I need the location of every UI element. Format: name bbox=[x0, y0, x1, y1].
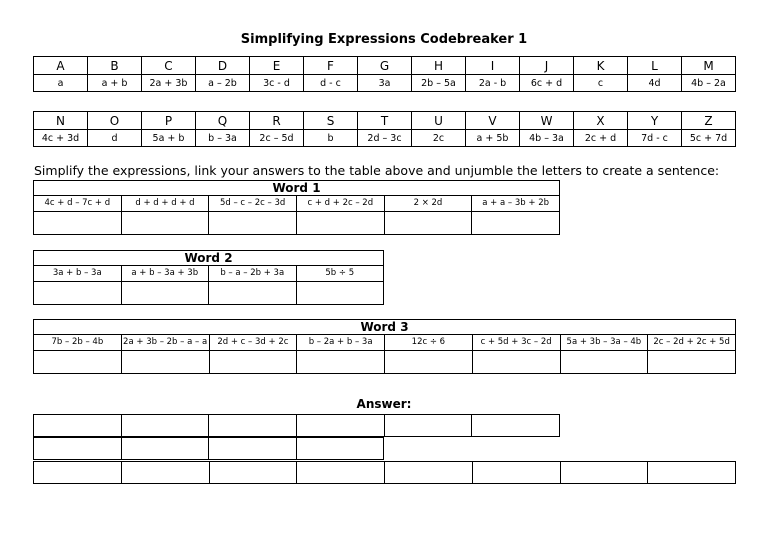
word3-answer-cell[interactable] bbox=[472, 351, 560, 374]
code-value: a + 5b bbox=[466, 130, 520, 147]
code-value: b bbox=[304, 130, 358, 147]
answer-cell[interactable] bbox=[472, 415, 560, 437]
code-value: 4d bbox=[628, 75, 682, 92]
code-letter: K bbox=[574, 57, 628, 75]
answer-cell[interactable] bbox=[121, 462, 209, 484]
answer-cell[interactable] bbox=[34, 415, 122, 437]
word2-expression: b – a – 2b + 3a bbox=[209, 266, 297, 282]
word3-answer-cell[interactable] bbox=[560, 351, 648, 374]
word1-heading: Word 1 bbox=[34, 181, 560, 196]
instruction-text: Simplify the expressions, link your answers to the table above and unjumble the letters to create a sentence: bbox=[34, 163, 720, 178]
word1-answer-cell[interactable] bbox=[121, 212, 209, 235]
code-value: a bbox=[34, 75, 88, 92]
code-value: 2c + d bbox=[574, 130, 628, 147]
code-letter: B bbox=[88, 57, 142, 75]
word1-answer-cell[interactable] bbox=[34, 212, 122, 235]
code-letter: Q bbox=[196, 112, 250, 130]
code-value: a – 2b bbox=[196, 75, 250, 92]
code-table-n-to-z bbox=[33, 111, 736, 147]
code-letter: P bbox=[142, 112, 196, 130]
code-letter: Z bbox=[682, 112, 736, 130]
code-letter: N bbox=[34, 112, 88, 130]
word3-answer-cell[interactable] bbox=[385, 351, 473, 374]
page-title: Simplifying Expressions Codebreaker 1 bbox=[240, 32, 528, 47]
code-letter: S bbox=[304, 112, 358, 130]
answer-cell[interactable] bbox=[560, 462, 648, 484]
word3-answer-cell[interactable] bbox=[121, 351, 209, 374]
word2-answer-cell[interactable] bbox=[121, 282, 209, 305]
code-value: 4b – 2a bbox=[682, 75, 736, 92]
code-value: a + b bbox=[88, 75, 142, 92]
answer-cell[interactable] bbox=[296, 438, 384, 460]
word3-answer-cell[interactable] bbox=[648, 351, 736, 374]
word2-table bbox=[33, 250, 384, 305]
answer-cell[interactable] bbox=[209, 438, 297, 460]
code-letter: D bbox=[196, 57, 250, 75]
word1-expression: 4c + d – 7c + d bbox=[34, 196, 122, 212]
code-value: 7d - c bbox=[628, 130, 682, 147]
word3-answer-cell[interactable] bbox=[209, 351, 297, 374]
code-value: 3a bbox=[358, 75, 412, 92]
code-letter: R bbox=[250, 112, 304, 130]
code-letter: U bbox=[412, 112, 466, 130]
code-letter: I bbox=[466, 57, 520, 75]
code-value: 2c bbox=[412, 130, 466, 147]
word2-expression: 3a + b – 3a bbox=[34, 266, 122, 282]
answer-cell[interactable] bbox=[648, 462, 736, 484]
answer-row-2 bbox=[33, 437, 384, 460]
word2-expression: a + b – 3a + 3b bbox=[121, 266, 209, 282]
code-value: 6c + d bbox=[520, 75, 574, 92]
word3-expression: 2d + c – 3d + 2c bbox=[209, 335, 297, 351]
word1-answer-cell[interactable] bbox=[384, 212, 472, 235]
answer-cell[interactable] bbox=[297, 462, 385, 484]
code-value: 3c - d bbox=[250, 75, 304, 92]
word1-expression: a + a – 3b + 2b bbox=[472, 196, 560, 212]
code-letter: T bbox=[358, 112, 412, 130]
word1-expression: 2 × 2d bbox=[384, 196, 472, 212]
word1-answer-cell[interactable] bbox=[209, 212, 297, 235]
code-letter: A bbox=[34, 57, 88, 75]
word3-expression: 7b – 2b – 4b bbox=[34, 335, 122, 351]
word1-answer-cell[interactable] bbox=[472, 212, 560, 235]
word1-table bbox=[33, 180, 560, 235]
code-letter: E bbox=[250, 57, 304, 75]
code-value: 2c – 5d bbox=[250, 130, 304, 147]
code-value: d - c bbox=[304, 75, 358, 92]
code-value: d bbox=[88, 130, 142, 147]
answer-cell[interactable] bbox=[34, 438, 122, 460]
answer-cell[interactable] bbox=[121, 415, 209, 437]
code-letter: H bbox=[412, 57, 466, 75]
word3-expression: 5a + 3b – 3a – 4b bbox=[560, 335, 648, 351]
word2-expression: 5b ÷ 5 bbox=[296, 266, 384, 282]
word3-table bbox=[33, 319, 736, 374]
answer-heading: Answer: bbox=[356, 397, 412, 411]
code-value: 2d – 3c bbox=[358, 130, 412, 147]
answer-cell[interactable] bbox=[209, 462, 297, 484]
word1-expression: c + d + 2c – 2d bbox=[296, 196, 384, 212]
code-value: 5a + b bbox=[142, 130, 196, 147]
word1-expression: 5d – c – 2c – 3d bbox=[209, 196, 297, 212]
code-letter: L bbox=[628, 57, 682, 75]
code-letter: J bbox=[520, 57, 574, 75]
code-letter: F bbox=[304, 57, 358, 75]
answer-row-3 bbox=[33, 461, 736, 484]
code-letter: X bbox=[574, 112, 628, 130]
answer-cell[interactable] bbox=[34, 462, 122, 484]
word2-answer-cell[interactable] bbox=[296, 282, 384, 305]
code-letter: C bbox=[142, 57, 196, 75]
word3-expression: 2c – 2d + 2c + 5d bbox=[648, 335, 736, 351]
code-value: 4c + 3d bbox=[34, 130, 88, 147]
code-value: 4b – 3a bbox=[520, 130, 574, 147]
code-value: b – 3a bbox=[196, 130, 250, 147]
word3-expression: c + 5d + 3c – 2d bbox=[472, 335, 560, 351]
code-letter: M bbox=[682, 57, 736, 75]
word3-answer-cell[interactable] bbox=[297, 351, 385, 374]
word2-answer-cell[interactable] bbox=[34, 282, 122, 305]
code-value: 5c + 7d bbox=[682, 130, 736, 147]
code-letter: V bbox=[466, 112, 520, 130]
code-letter: O bbox=[88, 112, 142, 130]
word1-answer-cell[interactable] bbox=[296, 212, 384, 235]
answer-cell[interactable] bbox=[472, 462, 560, 484]
code-value: 2b – 5a bbox=[412, 75, 466, 92]
answer-cell[interactable] bbox=[209, 415, 297, 437]
word3-heading: Word 3 bbox=[34, 320, 736, 335]
word3-expression: b – 2a + b – 3a bbox=[297, 335, 385, 351]
answer-cell[interactable] bbox=[296, 415, 384, 437]
answer-cell[interactable] bbox=[384, 415, 472, 437]
word3-answer-cell[interactable] bbox=[34, 351, 122, 374]
code-letter: G bbox=[358, 57, 412, 75]
code-table-a-to-m bbox=[33, 56, 736, 92]
word1-expression: d + d + d + d bbox=[121, 196, 209, 212]
answer-cell[interactable] bbox=[385, 462, 473, 484]
word3-expression: 2a + 3b – 2b – a – a bbox=[121, 335, 209, 351]
code-letter: W bbox=[520, 112, 574, 130]
code-value: 2a + 3b bbox=[142, 75, 196, 92]
code-value: 2a - b bbox=[466, 75, 520, 92]
code-letter: Y bbox=[628, 112, 682, 130]
word2-heading: Word 2 bbox=[34, 251, 384, 266]
word3-expression: 12c ÷ 6 bbox=[385, 335, 473, 351]
word2-answer-cell[interactable] bbox=[209, 282, 297, 305]
code-value: c bbox=[574, 75, 628, 92]
answer-cell[interactable] bbox=[121, 438, 209, 460]
answer-row-1 bbox=[33, 414, 560, 437]
